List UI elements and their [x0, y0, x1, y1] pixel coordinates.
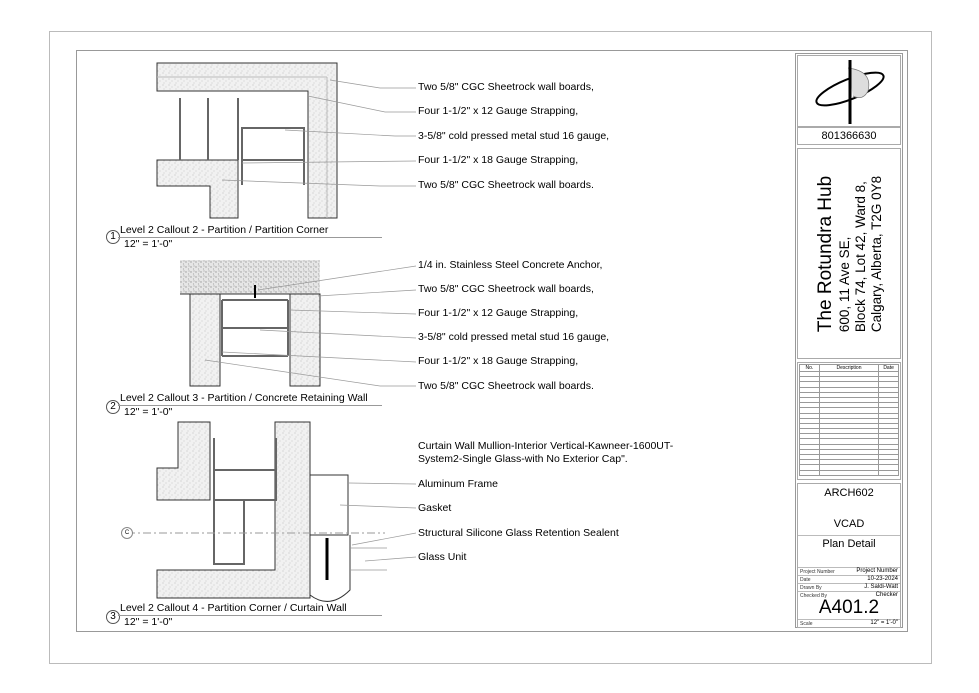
company-name: VCAD — [833, 518, 865, 530]
view-number-3: 3 — [106, 610, 120, 624]
view-scale: 12" = 1'-0" — [124, 238, 173, 250]
view-title: Level 2 Callout 3 - Partition / Concrete Retaining Wall — [120, 392, 368, 404]
address-line: 600, 11 Ave SE, — [837, 236, 852, 333]
note: Structural Silicone Glass Retention Sealent — [418, 527, 619, 539]
field-value: Project Number — [856, 568, 898, 574]
note: Four 1-1/2" x 18 Gauge Strapping, — [418, 355, 579, 367]
scale-label: Scale — [800, 621, 813, 627]
note: Aluminum Frame — [418, 478, 498, 490]
field-label: Project Number — [800, 569, 835, 575]
view-title: Level 2 Callout 4 - Partition Corner / Curtain Wall — [120, 602, 347, 614]
note: Glass Unit — [418, 551, 467, 563]
field-label: Drawn By — [800, 585, 822, 591]
note: Two 5/8" CGC Sheetrock wall boards. — [418, 179, 594, 191]
detail-3-drawing — [127, 422, 416, 601]
address-line: Block 74, Lot 42, Ward 8, — [853, 181, 868, 333]
note: Two 5/8" CGC Sheetrock wall boards. — [418, 380, 594, 392]
view-scale: 12" = 1'-0" — [124, 406, 173, 418]
view-number-2: 2 — [106, 400, 120, 414]
detail-1-drawing — [157, 63, 416, 218]
note: Four 1-1/2" x 12 Gauge Strapping, — [418, 307, 579, 319]
note: 3-5/8" cold pressed metal stud 16 gauge, — [418, 331, 610, 343]
course-code: ARCH602 — [824, 487, 874, 499]
revision-table — [797, 362, 901, 480]
note: Gasket — [418, 502, 452, 514]
field-value: 10-23-2024 — [867, 576, 898, 582]
view-number-1: 1 — [106, 230, 120, 244]
note: 3-5/8" cold pressed metal stud 16 gauge, — [418, 130, 610, 142]
sheet-name: Plan Detail — [798, 535, 900, 550]
sheet-info-box — [797, 483, 901, 628]
logo-icon — [798, 56, 900, 126]
address-line: Calgary, Alberta, T2G 0Y8 — [869, 175, 884, 333]
scale-value: 12" = 1'-0" — [870, 620, 898, 626]
note: Two 5/8" CGC Sheetrock wall boards, — [418, 81, 594, 93]
field-label: Checked By — [800, 593, 827, 599]
field-label: Date — [800, 577, 811, 583]
note: Four 1-1/2" x 18 Gauge Strapping, — [418, 154, 579, 166]
project-name: The Rotundra Hub — [815, 175, 836, 333]
note: 1/4 in. Stainless Steel Concrete Anchor, — [418, 259, 603, 271]
field-value: Checker — [875, 592, 898, 598]
note: Curtain Wall Mullion-Interior Vertical-Kawneer-1600UT- — [418, 440, 674, 452]
logo-box — [797, 55, 901, 127]
rev-header-date: Date — [879, 365, 899, 372]
view-title: Level 2 Callout 2 - Partition / Partition Corner — [120, 224, 329, 236]
rev-header-no: No. — [800, 365, 820, 372]
rev-header-description: Description — [819, 365, 878, 372]
project-address-box — [797, 148, 901, 359]
sheet-number: A401.2 — [818, 597, 880, 618]
view-scale: 12" = 1'-0" — [124, 616, 173, 628]
note: Four 1-1/2" x 12 Gauge Strapping, — [418, 105, 579, 117]
note: Two 5/8" CGC Sheetrock wall boards, — [418, 283, 594, 295]
detail-2-drawing — [180, 260, 416, 386]
grid-bubble: C — [121, 527, 133, 539]
note: System2-Single Glass-with No Exterior Cap". — [418, 453, 628, 465]
project-id: 801366630 — [797, 127, 901, 145]
field-value: J. Saldi-Watt — [864, 584, 898, 590]
